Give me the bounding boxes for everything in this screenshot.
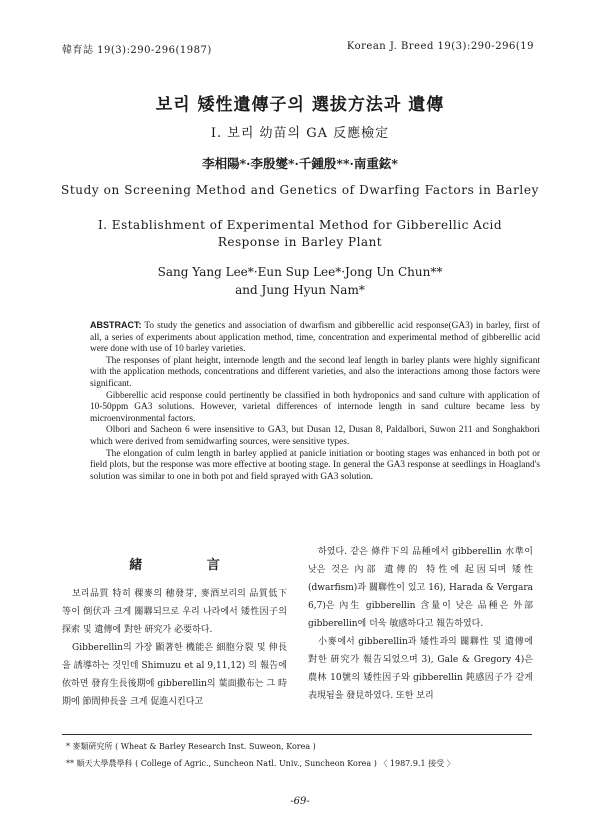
authors-english-line2: and Jung Hyun Nam* (235, 283, 365, 297)
abstract-label: ABSTRACT: (90, 320, 142, 330)
title-english: Study on Screening Method and Genetics of Dwarfing Factors in Barley (61, 183, 539, 197)
abstract-paragraph (90, 320, 540, 356)
abstract-paragraph: The responses of plant height, internode length and the second leaf length in barley plants were highly significant with the application methods, concentrations and different varieties, and also the interactions among those factors were significant. (90, 355, 540, 389)
abstract-paragraph: Olbori and Sacheon 6 were insensitive to GA3, but Dusan 12, Dusan 8, Paldalbori, Suwon 211 and Songhakbori which were derived from semidwarfing sources, were sensitive types. (90, 425, 540, 447)
intro-right-column (308, 543, 533, 705)
intro-left-column (62, 543, 287, 711)
authors-korean: 李相陽*·李殷燮*·千鍾殷**·南重鉉* (202, 156, 398, 171)
authors-english-line1: Sang Yang Lee*·Eun Sup Lee*·Jong Un Chun** (157, 265, 443, 279)
title-korean: 보리 矮性遺傳子의 選拔方法과 遺傳 (155, 95, 445, 115)
abstract (90, 320, 540, 483)
intro-paragraph: 小麥에서 gibberellin과 矮性과의 關聯性 및 遺傳에 對한 硏究가 報告되었으며 3), Gale & Gregory 4)은 農林 10號의 矮性因子와 gibberellin 鈍感因子가 같게 表現됨을 發見하였다. 또한 보리 (308, 637, 533, 701)
section-heading-introduction: 緒 言 (129, 558, 250, 573)
journal-header-korean: 韓育誌 19(3):290-296(1987) (62, 45, 212, 56)
footnote-affiliation-2: ** 順天大學農學科 ( College of Agric., Suncheon Natl. Univ., Suncheon Korea ) 〈 1987.9.1 接受 〉 (66, 759, 455, 768)
abstract-text: To study the genetics and association of dwarfism and gibberellic acid response(GA3) in barley, first of all, a series of experiments about application method, time, concentration and experimental method of gibberellic acid were done with use of 10 barley varieties. (90, 321, 540, 355)
intro-paragraph: 하였다. 같은 條件下의 品種에서 gibberellin 水準이 낮은 것은 內部 遺傳的 特性에 起因되며 矮性(dwarfism)과 關聯性이 있고 16), Harada & Vergara 6,7)은 內生 gibberellin 含量이 낮은 品種은 外部 gibberellin에 더욱 敏感하다고 報告하였다. (308, 547, 533, 629)
footnote-affiliation-1: * 麥類硏究所 ( Wheat & Barley Research Inst. Suweon, Korea ) (66, 742, 316, 751)
abstract-paragraph: The elongation of culm length in barley applied at panicle initiation or booting stages was enhanced in both pot or field plots, but the response was more effective at booting stage. In general the GA3 response at seedlings in Hoagland's solution was similar to one in both pot and field sprayed with GA3 solution. (90, 448, 540, 482)
subtitle-english-line2: Response in Barley Plant (217, 235, 383, 249)
footnote-divider (62, 734, 532, 735)
subtitle-english-line1: Ⅰ. Establishment of Experimental Method for Gibberellic Acid (97, 218, 503, 232)
page-number: -69- (290, 796, 310, 807)
abstract-paragraph: Gibberellic acid response could pertinently be classified in both hydroponics and sand culture with application of 10-50ppm GA3 solutions. However, varietal differences of internode length in sand culture became less by microenvironmental factors. (90, 390, 540, 424)
intro-paragraph: 보리品質 特히 稞麥의 穗發芽, 麥酒보리의 品質低下 等이 倒伏과 크게 關聯되므로 우리 나라에서 矮性因子의 探索 및 遺傳에 對한 硏究가 必要하다. (62, 589, 287, 635)
journal-header-english: Korean J. Breed 19(3):290-296(19 (346, 41, 534, 52)
intro-paragraph: Gibberellin의 가장 顯著한 機能은 細胞分裂 및 伸長을 誘導하는 것인데 Shimuzu et al 9,11,12) 의 報告에 依하면 發育生長後期에 gibberellin의 葉面撒布는 그 時期에 節間伸長을 크게 促進시킨다고 (62, 643, 287, 707)
subtitle-korean: I. 보리 幼苗의 GA 反應檢定 (210, 126, 390, 141)
